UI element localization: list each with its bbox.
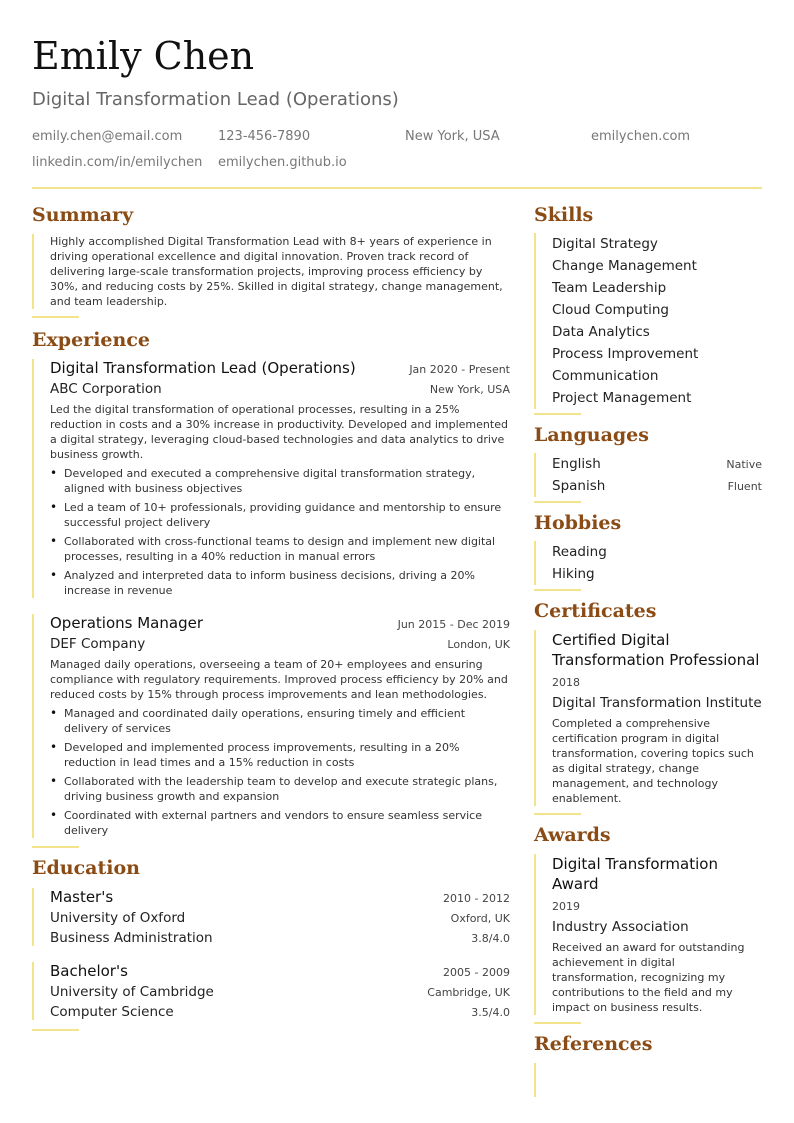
education-dates: 2010 - 2012 <box>443 892 510 905</box>
job-role: Digital Transformation Lead (Operations) <box>50 359 356 377</box>
language-row <box>552 475 762 497</box>
job-description: Led the digital transformation of operational processes, resulting in a 25% reduction in costs and a 30% increase in productivity. Developed and implemented a digital strategy, leveraging cloud-based technologies and data analytics to drive business growth. <box>50 403 508 461</box>
contact-phone[interactable]: 123-456-7890 <box>218 129 311 144</box>
summary-text: Highly accomplished Digital Transformation Lead with 8+ years of experience in driving operational excellence and digital innovation. Proven track record of delivering large-scale transformation projects, improving process efficiency by 30%, and reducing costs by 25%. Skilled in digital strategy, change management, and team leadership. <box>50 235 503 308</box>
skill-item: Data Analytics <box>552 324 650 340</box>
skill-item: Digital Strategy <box>552 236 658 252</box>
education-degree: Master's <box>50 888 114 906</box>
education-gpa: 3.8/4.0 <box>471 932 510 945</box>
contact-linkedin[interactable]: linkedin.com/in/emilychen <box>32 155 203 170</box>
experience-heading: Experience <box>32 329 150 351</box>
section-underline <box>534 589 581 591</box>
job-bullets <box>50 466 510 598</box>
experience-section <box>32 329 510 848</box>
job-dates: Jun 2015 - Dec 2019 <box>397 618 510 631</box>
job-entry <box>32 614 510 838</box>
languages-section <box>534 424 762 503</box>
section-underline <box>534 813 581 815</box>
job-bullet: • Managed and coordinated daily operations, ensuring timely and efficient delivery of services <box>50 706 510 736</box>
education-section <box>32 857 510 1031</box>
contact-email[interactable]: emily.chen@email.com <box>32 129 183 144</box>
section-underline <box>32 316 79 318</box>
award-issuer: Industry Association <box>552 919 689 935</box>
education-entry <box>32 962 510 1020</box>
job-location: London, UK <box>447 638 510 651</box>
hobby-item: Reading <box>552 544 607 560</box>
hobby-item: Hiking <box>552 566 595 582</box>
candidate-name: Emily Chen <box>32 34 255 78</box>
sidebar-column <box>534 204 762 1097</box>
certificates-heading: Certificates <box>534 600 657 622</box>
awards-heading: Awards <box>534 824 611 846</box>
education-degree: Bachelor's <box>50 962 128 980</box>
candidate-title: Digital Transformation Lead (Operations) <box>32 89 399 110</box>
award-description: Received an award for outstanding achievement in digital transformation, recognizing my contributions to the field and my impact on business results. <box>552 941 745 1014</box>
education-location: Cambridge, UK <box>427 986 510 999</box>
language-level: Fluent <box>727 480 762 493</box>
references-heading: References <box>534 1033 653 1055</box>
education-field: Business Administration <box>50 930 213 946</box>
job-entry <box>32 359 510 598</box>
skill-item: Process Improvement <box>552 346 699 362</box>
education-school: University of Cambridge <box>50 984 214 1000</box>
certificate-name: Certified Digital Transformation Professional <box>552 631 760 669</box>
job-bullet: • Analyzed and interpreted data to inform business decisions, driving a 20% increase in revenue <box>50 568 510 598</box>
job-role: Operations Manager <box>50 614 203 632</box>
references-content <box>534 1063 762 1097</box>
education-school: University of Oxford <box>50 910 186 926</box>
hobbies-heading: Hobbies <box>534 512 622 534</box>
job-company: ABC Corporation <box>50 381 162 397</box>
section-underline <box>534 1022 581 1024</box>
education-heading: Education <box>32 857 140 879</box>
job-bullet: • Led a team of 10+ professionals, providing guidance and mentorship to ensure successful project delivery <box>50 500 510 530</box>
contact-location: New York, USA <box>405 129 500 144</box>
language-level: Native <box>726 458 762 471</box>
skill-item: Change Management <box>552 258 697 274</box>
job-bullet: • Collaborated with cross-functional teams to design and implement new digital processes, resulting in a 40% reduction in manual errors <box>50 534 510 564</box>
section-underline <box>32 846 79 848</box>
job-dates: Jan 2020 - Present <box>409 363 510 376</box>
education-field: Computer Science <box>50 1004 174 1020</box>
award-name: Digital Transformation Award <box>552 855 718 893</box>
education-gpa: 3.5/4.0 <box>471 1006 510 1019</box>
education-dates: 2005 - 2009 <box>443 966 510 979</box>
job-bullet: • Collaborated with the leadership team to develop and execute strategic plans, driving business growth and expansion <box>50 774 510 804</box>
language-name: English <box>552 456 601 472</box>
language-row <box>552 453 762 475</box>
summary-section <box>32 204 510 318</box>
job-bullet: • Developed and implemented process improvements, resulting in a 20% reduction in lead times and a 15% reduction in costs <box>50 740 510 770</box>
skill-item: Cloud Computing <box>552 302 669 318</box>
contact-github[interactable]: emilychen.github.io <box>218 155 347 170</box>
education-entry <box>32 888 510 946</box>
skill-item: Team Leadership <box>552 280 667 296</box>
job-bullet: • Developed and executed a comprehensive digital transformation strategy, aligned with business objectives <box>50 466 510 496</box>
job-company: DEF Company <box>50 636 146 652</box>
award-year: 2019 <box>552 900 580 913</box>
certificate-issuer: Digital Transformation Institute <box>552 695 762 711</box>
job-bullets <box>50 706 510 838</box>
language-name: Spanish <box>552 478 606 494</box>
skills-section <box>534 204 762 415</box>
job-bullet: • Coordinated with external partners and vendors to ensure seamless service delivery <box>50 808 510 838</box>
hobbies-section <box>534 512 762 591</box>
skill-item: Communication <box>552 368 659 384</box>
header-divider <box>32 187 762 189</box>
certificates-section <box>534 600 762 815</box>
certificate-description: Completed a comprehensive certification program in digital transformation, covering topics such as digital strategy, change management, and technology enablement. <box>552 717 754 805</box>
section-underline <box>534 413 581 415</box>
job-description: Managed daily operations, overseeing a team of 20+ employees and ensuring compliance with regulatory requirements. Improved process efficiency by 20% and reduced costs by 15% through process improvements and lean methodologies. <box>50 658 508 701</box>
skills-heading: Skills <box>534 204 594 226</box>
languages-heading: Languages <box>534 424 649 446</box>
skill-item: Project Management <box>552 390 692 406</box>
references-section <box>534 1033 762 1097</box>
contact-website[interactable]: emilychen.com <box>591 129 691 144</box>
summary-heading: Summary <box>32 204 134 226</box>
section-underline <box>534 501 581 503</box>
education-location: Oxford, UK <box>450 912 510 925</box>
certificate-year: 2018 <box>552 676 580 689</box>
awards-section <box>534 824 762 1024</box>
job-location: New York, USA <box>429 383 510 396</box>
main-column <box>32 204 510 1031</box>
section-underline <box>32 1029 79 1031</box>
